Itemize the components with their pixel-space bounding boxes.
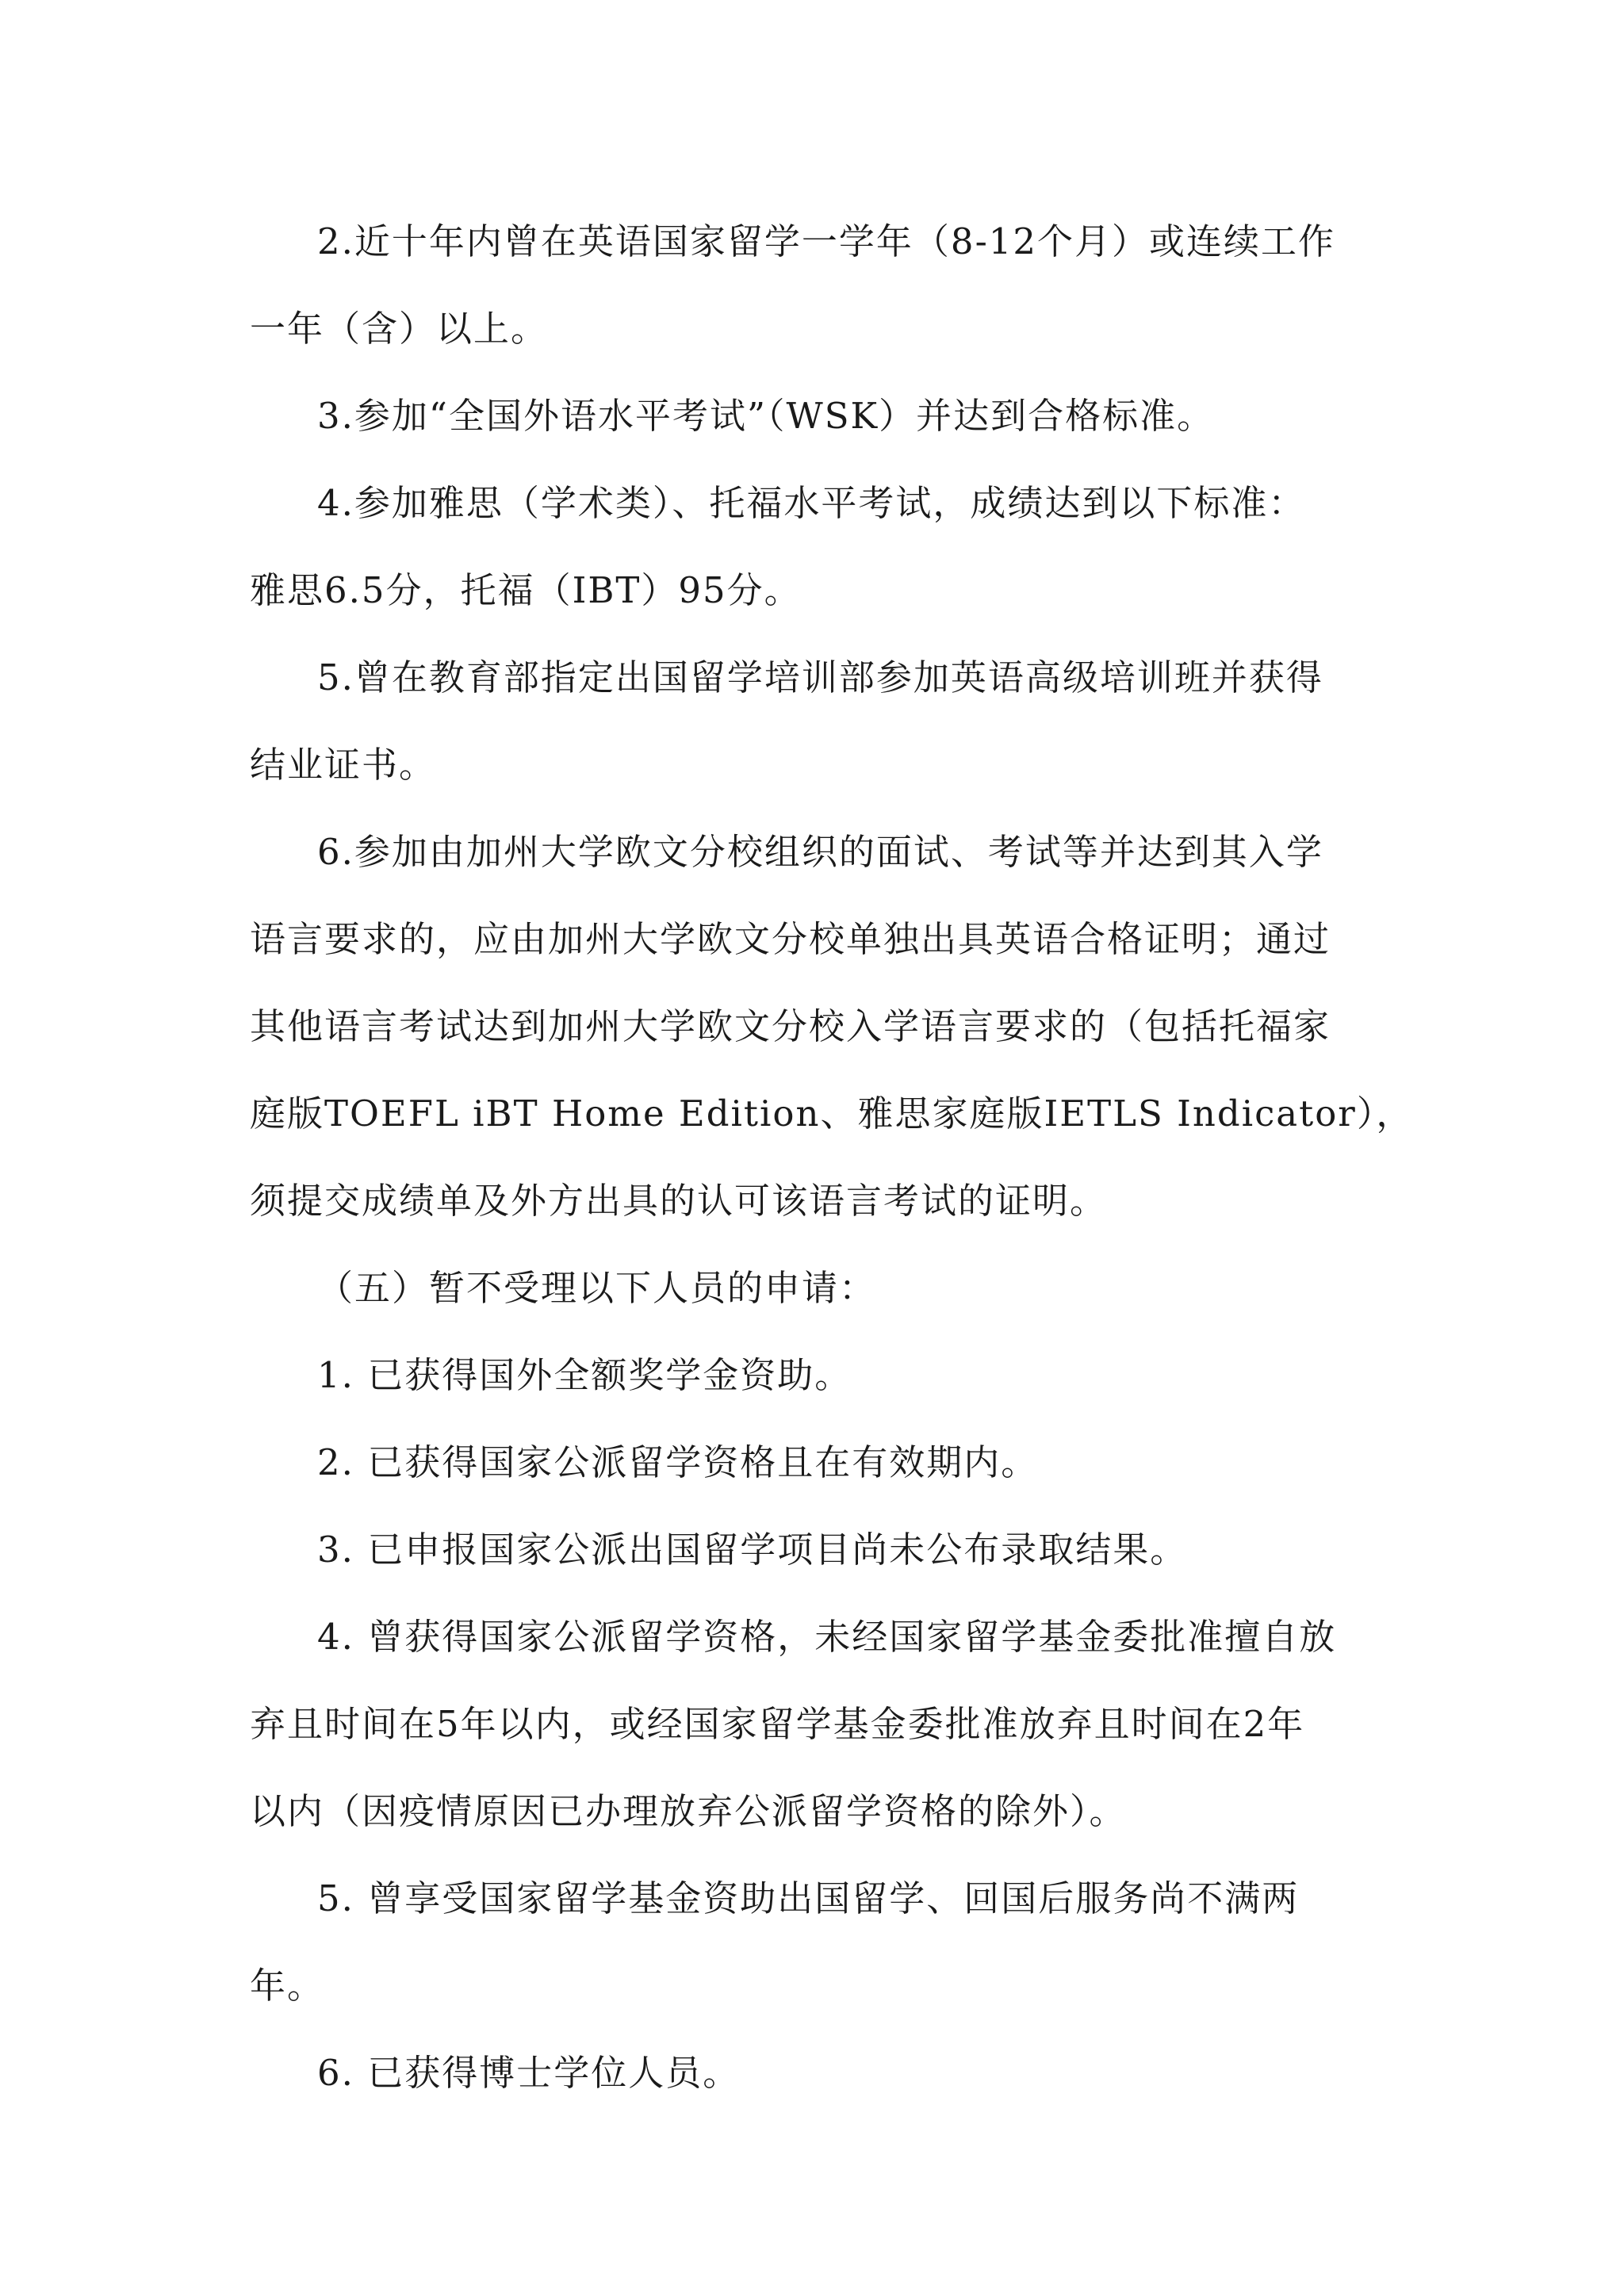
list-item: 1. 已获得国外全额奖学金资助。 — [317, 1354, 852, 1396]
paragraph-line: 以内（因疫情原因已办理放弃公派留学资格的除外）。 — [250, 1790, 1127, 1832]
list-item: 4. 曾获得国家公派留学资格，未经国家留学基金委批准擅自放 — [317, 1616, 1337, 1658]
paragraph-line: 2.近十年内曾在英语国家留学一学年（8-12个月）或连续工作 — [317, 220, 1336, 262]
paragraph-line: 语言要求的，应由加州大学欧文分校单独出具英语合格证明；通过 — [250, 918, 1331, 960]
paragraph-line: 弃且时间在5年以内，或经国家留学基金委批准放弃且时间在2年 — [250, 1703, 1305, 1745]
paragraph-line: 结业证书。 — [250, 744, 437, 786]
paragraph-line: 其他语言考试达到加州大学欧文分校入学语言要求的（包括托福家 — [250, 1005, 1331, 1047]
paragraph-line: 须提交成绩单及外方出具的认可该语言考试的证明。 — [250, 1180, 1108, 1222]
paragraph-line: 庭版TOEFL iBT Home Edition、雅思家庭版IETLS Indicator）， — [250, 1093, 1414, 1135]
paragraph-line: 6.参加由加州大学欧文分校组织的面试、考试等并达到其入学 — [317, 831, 1323, 873]
section-heading: （五）暂不受理以下人员的申请： — [317, 1267, 877, 1309]
paragraph-line: 年。 — [250, 1965, 325, 2007]
paragraph-line: 雅思6.5分，托福（IBT）95分。 — [250, 569, 802, 611]
list-item: 2. 已获得国家公派留学资格且在有效期内。 — [317, 1441, 1039, 1483]
list-item: 5. 曾享受国家留学基金资助出国留学、回国后服务尚不满两 — [317, 1877, 1300, 1919]
paragraph-line: 4.参加雅思（学术类）、托福水平考试，成绩达到以下标准： — [317, 482, 1306, 524]
paragraph-line: 3.参加“全国外语水平考试”（WSK）并达到合格标准。 — [317, 395, 1215, 437]
list-item: 3. 已申报国家公派出国留学项目尚未公布录取结果。 — [317, 1529, 1188, 1571]
paragraph-line: 一年（含）以上。 — [250, 308, 549, 350]
paragraph-line: 5.曾在教育部指定出国留学培训部参加英语高级培训班并获得 — [317, 656, 1323, 698]
list-item: 6. 已获得博士学位人员。 — [317, 2052, 741, 2094]
